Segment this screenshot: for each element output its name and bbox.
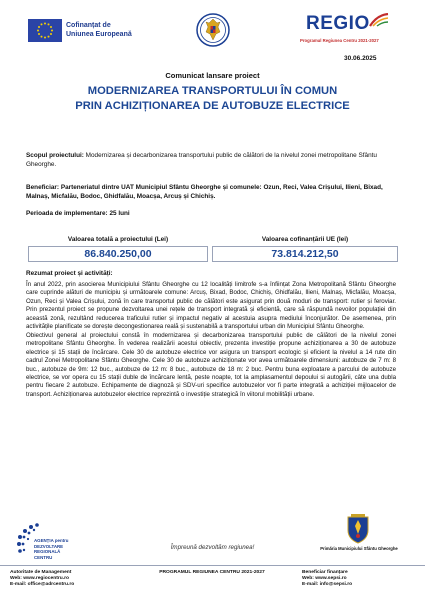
scop-text: Modernizarea și decarbonizarea transportului public de călători de la nivelul zonei metropolitane Sfântu Gheorghe. xyxy=(26,152,377,168)
primaria-text: Primăria Municipiului Sfântu Gheorghe xyxy=(320,546,398,551)
footer-left-line3: E-mail: office@adrcentru.ro xyxy=(10,582,75,588)
slogan: Împreună dezvoltăm regiunea! xyxy=(170,544,255,551)
romania-coat-of-arms-icon xyxy=(196,12,230,48)
scop-section xyxy=(26,152,378,170)
footer-right-line1: Beneficiar finanțare xyxy=(302,570,348,575)
project-title-line2: PRIN ACHIZIȚIONAREA DE AUTOBUZE ELECTRICE xyxy=(75,100,350,112)
footer-right xyxy=(302,570,412,588)
perioada-section xyxy=(26,210,386,219)
footer-right-line2: Web: www.sepsi.ro xyxy=(302,576,347,582)
footer-right-line3: E-mail: info@sepsi.ro xyxy=(302,582,353,588)
sfantu-gheorghe-crest-icon xyxy=(345,514,371,544)
document-date: 30.06.2025 xyxy=(344,55,377,62)
valoare-ue-value: 73.814.212,50 xyxy=(212,246,398,262)
eu-text-line2: Uniunea Europeană xyxy=(66,31,132,38)
footer-left xyxy=(10,570,120,588)
project-title-line1: MODERNIZAREA TRANSPORTULUI ÎN COMUN xyxy=(87,85,338,97)
valoare-totala-value: 86.840.250,00 xyxy=(28,246,208,262)
scop-label: Scopul proiectului: xyxy=(26,152,84,159)
adr-line3: REGIONALĂ xyxy=(34,549,61,555)
footer-divider xyxy=(0,565,425,566)
perioada-text: 25 luni xyxy=(109,210,130,217)
beneficiar-text: Parteneriatul dintre UAT Municipiul Sfântu Gheorghe și comunele: Ozun, Reci, Valea Crișului, Ilieni, Bixad, Malnaș, Micfalău, Bodoc, Ghidfalău, Moacșa, Arcuș și Chichiș. xyxy=(26,184,383,200)
adr-line1: AGENȚIA pentru xyxy=(34,538,69,543)
footer-left-line2: Web: www.regiocentru.ro xyxy=(10,576,69,582)
comunicat-heading: Comunicat lansare proiect xyxy=(165,71,260,80)
regio-logo-word: REGIO xyxy=(306,13,370,34)
footer-center: PROGRAMUL REGIUNEA CENTRU 2021-2027 xyxy=(159,570,265,575)
rezumat-body xyxy=(26,281,396,399)
beneficiar-section xyxy=(26,184,392,202)
footer-left-line1: Autoritate de Management xyxy=(10,570,72,575)
rezumat-paragraph-1: În anul 2022, prin asocierea Municipiului Sfântu Gheorghe cu 12 localități limitrofe s-a înființat Zona Metropolitană Sfântu Gheorghe care cuprinde alături de municipiu și următoarele comune: Arcuș, Bixad, Bodoc, Chichiș, Ghidfalău, Ilieni, Malnaș, Micfalău, Moacșa, Ozun, Reci și Valea Crișului, zonă în care transportul public de călători este asigurat prin două moduri de transport: rutier și feroviar. Prin prezentul proiect se propune dezvoltarea unei rețele de transport integrată și eficientă, care să răspundă nevoilor populației din această zonă, rezultând reducerea traficului rutier și impactul negativ al acestuia asupra mediului înconjurător. De asemenea, prin activitățile planificate se dorește decongestionarea reală și sustenabilă a transportului urban din Municipiul Sfântu Gheorghe. xyxy=(26,281,396,331)
regio-program-subtitle: Programul Regiunea Centru 2021-2027 xyxy=(300,38,379,43)
valoare-ue-label: Valoarea cofinanțării UE (lei) xyxy=(261,236,349,243)
eu-cofinantat-text xyxy=(66,21,132,39)
adr-line2: DEZVOLTARE xyxy=(34,543,64,549)
regio-logo-swoosh-icon xyxy=(369,13,389,27)
valoare-totala-label: Valoarea totală a proiectului (Lei) xyxy=(67,236,169,243)
beneficiar-label: Beneficiar: xyxy=(26,184,60,191)
project-title xyxy=(0,84,425,114)
rezumat-paragraph-2: Obiectivul general al proiectului constă în modernizarea și decarbonizarea transportului public de călători de la nivelul zonei metropolitane Sfântu Gheorghe. În vederea realizării acestui obiectiv, prezenta investiție propune achiziționarea a 30 de autobuze electrice și 15 stații de încărcare. Cele 30 de autobuze electrice vor asigura un transport ecologic și eficient la nivelul a 14 rute din cadrul Zonei Metropolitane Sfântu Gheorghe. Cele 30 de autobuze achiziționate vor avea următoarele dimensiuni: autobuze de 7 m: 8 buc., autobuze de 9m: 12 buc., autobuze de 12 m: 8 buc., autobuze de 18 m: 2 buc. Pentru buna exploatare a parcului de autobuze electrice, se vor opera cu 15 stații duble de încărcare lentă, peste noapte, tot la amplasamentul depoului si autogării, câte una dubla pentru fiecare 2 autobuze. Echipamente de diagnoză și SDV-uri specifice autobuzelor vor fi parte integrată a achiziției mijloacelor de transport. Achiziționarea autobuzelor electrice reprezintă o investiție strategică în viitorul mobilității urbane. xyxy=(26,331,396,398)
eu-text-line1: Cofinanțat de xyxy=(66,22,111,29)
perioada-label: Perioada de implementare: xyxy=(26,210,108,217)
eu-flag-logo xyxy=(28,19,62,42)
adr-line4: CENTRU xyxy=(34,554,53,560)
rezumat-label: Rezumat proiect și activități: xyxy=(26,270,113,277)
